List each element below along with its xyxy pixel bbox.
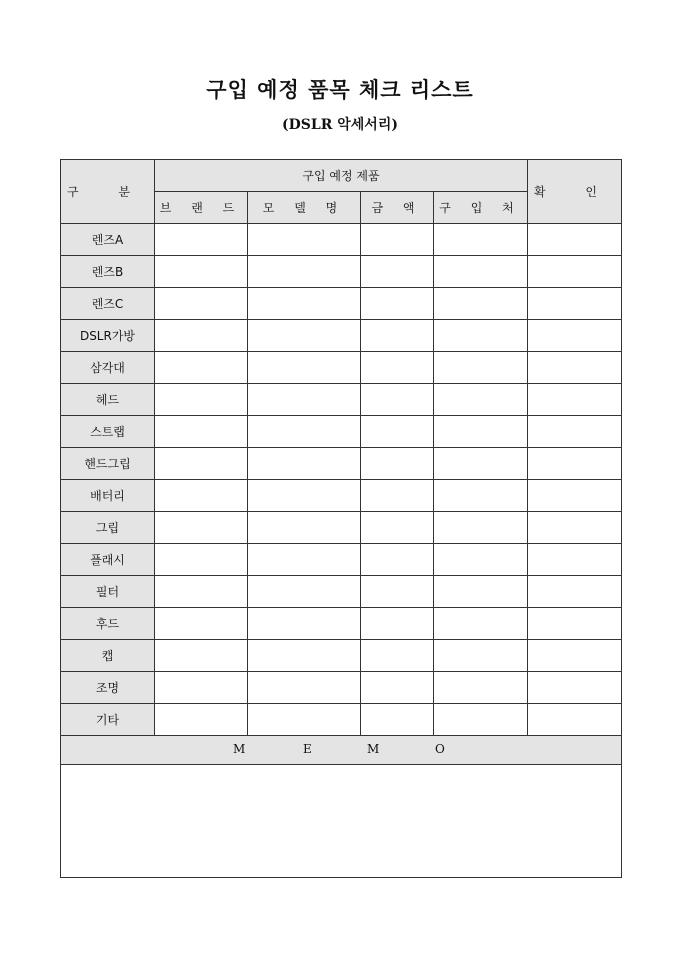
row-label: 캡 <box>61 640 155 672</box>
memo-letter: E <box>303 742 312 756</box>
cell-price[interactable] <box>361 384 434 416</box>
header-category: 구 분 <box>61 160 155 224</box>
cell-brand[interactable] <box>155 704 248 736</box>
cell-confirm[interactable] <box>528 288 622 320</box>
cell-brand[interactable] <box>155 320 248 352</box>
table-row <box>61 672 622 704</box>
cell-confirm[interactable] <box>528 320 622 352</box>
cell-vendor[interactable] <box>434 704 528 736</box>
row-label: 삼각대 <box>61 352 155 384</box>
table-row <box>61 704 622 736</box>
cell-price[interactable] <box>361 640 434 672</box>
cell-brand[interactable] <box>155 256 248 288</box>
cell-confirm[interactable] <box>528 544 622 576</box>
cell-vendor[interactable] <box>434 576 528 608</box>
cell-confirm[interactable] <box>528 512 622 544</box>
header-confirm: 확 인 <box>528 160 622 224</box>
cell-brand[interactable] <box>155 480 248 512</box>
cell-brand[interactable] <box>155 384 248 416</box>
cell-model[interactable] <box>248 224 361 256</box>
table-row <box>61 576 622 608</box>
cell-price[interactable] <box>361 256 434 288</box>
cell-vendor[interactable] <box>434 320 528 352</box>
cell-model[interactable] <box>248 448 361 480</box>
table-row <box>61 416 622 448</box>
cell-confirm[interactable] <box>528 480 622 512</box>
cell-price[interactable] <box>361 352 434 384</box>
cell-vendor[interactable] <box>434 544 528 576</box>
header-planned-group: 구입 예정 제품 <box>155 160 528 192</box>
memo-letter: O <box>435 742 445 756</box>
cell-confirm[interactable] <box>528 384 622 416</box>
cell-confirm[interactable] <box>528 704 622 736</box>
table-row <box>61 352 622 384</box>
table-row <box>61 384 622 416</box>
cell-brand[interactable] <box>155 672 248 704</box>
cell-price[interactable] <box>361 544 434 576</box>
cell-model[interactable] <box>248 576 361 608</box>
cell-confirm[interactable] <box>528 672 622 704</box>
header-model: 모 델 명 <box>248 192 361 224</box>
row-label: 배터리 <box>61 480 155 512</box>
row-label: 플래시 <box>61 544 155 576</box>
cell-vendor[interactable] <box>434 224 528 256</box>
cell-model[interactable] <box>248 608 361 640</box>
cell-model[interactable] <box>248 704 361 736</box>
cell-model[interactable] <box>248 352 361 384</box>
cell-price[interactable] <box>361 576 434 608</box>
cell-price[interactable] <box>361 512 434 544</box>
cell-confirm[interactable] <box>528 416 622 448</box>
cell-confirm[interactable] <box>528 640 622 672</box>
cell-brand[interactable] <box>155 576 248 608</box>
page-subtitle: (DSLR 악세서리) <box>282 117 398 133</box>
cell-vendor[interactable] <box>434 640 528 672</box>
cell-price[interactable] <box>361 672 434 704</box>
cell-vendor[interactable] <box>434 288 528 320</box>
cell-vendor[interactable] <box>434 352 528 384</box>
memo-area[interactable] <box>61 765 622 878</box>
row-label: 그립 <box>61 512 155 544</box>
table-row <box>61 320 622 352</box>
cell-brand[interactable] <box>155 224 248 256</box>
cell-model[interactable] <box>248 544 361 576</box>
table-row <box>61 608 622 640</box>
table-row <box>61 480 622 512</box>
memo-body-row <box>61 765 622 878</box>
cell-model[interactable] <box>248 416 361 448</box>
cell-vendor[interactable] <box>434 256 528 288</box>
cell-vendor[interactable] <box>434 608 528 640</box>
cell-price[interactable] <box>361 320 434 352</box>
cell-price[interactable] <box>361 704 434 736</box>
cell-model[interactable] <box>248 480 361 512</box>
cell-brand[interactable] <box>155 352 248 384</box>
row-label: 기타 <box>61 704 155 736</box>
row-label: 조명 <box>61 672 155 704</box>
header-brand: 브 랜 드 <box>155 192 248 224</box>
memo-header <box>61 736 622 765</box>
cell-price[interactable] <box>361 224 434 256</box>
cell-confirm[interactable] <box>528 576 622 608</box>
row-label: 핸드그립 <box>61 448 155 480</box>
cell-confirm[interactable] <box>528 224 622 256</box>
cell-vendor[interactable] <box>434 672 528 704</box>
memo-header-row <box>61 736 622 765</box>
cell-vendor[interactable] <box>434 416 528 448</box>
cell-brand[interactable] <box>155 544 248 576</box>
row-label: 필터 <box>61 576 155 608</box>
table-row <box>61 640 622 672</box>
row-label: 렌즈B <box>61 256 155 288</box>
row-label: 스트랩 <box>61 416 155 448</box>
row-label: 렌즈A <box>61 224 155 256</box>
row-label: DSLR가방 <box>61 320 155 352</box>
cell-vendor[interactable] <box>434 480 528 512</box>
header-price: 금 액 <box>361 192 434 224</box>
cell-confirm[interactable] <box>528 352 622 384</box>
row-label: 렌즈C <box>61 288 155 320</box>
cell-price[interactable] <box>361 608 434 640</box>
cell-model[interactable] <box>248 672 361 704</box>
cell-vendor[interactable] <box>434 448 528 480</box>
cell-price[interactable] <box>361 416 434 448</box>
table-row <box>61 544 622 576</box>
cell-vendor[interactable] <box>434 512 528 544</box>
cell-model[interactable] <box>248 640 361 672</box>
table-row <box>61 512 622 544</box>
cell-confirm[interactable] <box>528 448 622 480</box>
memo-letter: M <box>233 742 246 756</box>
row-label: 헤드 <box>61 384 155 416</box>
table-row <box>61 448 622 480</box>
table-row <box>61 224 622 256</box>
cell-model[interactable] <box>248 512 361 544</box>
cell-price[interactable] <box>361 448 434 480</box>
cell-model[interactable] <box>248 320 361 352</box>
cell-brand[interactable] <box>155 608 248 640</box>
cell-confirm[interactable] <box>528 608 622 640</box>
page-title: 구입 예정 품목 체크 리스트 <box>206 77 474 102</box>
cell-brand[interactable] <box>155 288 248 320</box>
header-vendor: 구 입 처 <box>434 192 528 224</box>
table-row <box>61 288 622 320</box>
cell-brand[interactable] <box>155 416 248 448</box>
cell-brand[interactable] <box>155 640 248 672</box>
row-label: 후드 <box>61 608 155 640</box>
cell-brand[interactable] <box>155 448 248 480</box>
cell-vendor[interactable] <box>434 384 528 416</box>
cell-price[interactable] <box>361 288 434 320</box>
cell-model[interactable] <box>248 384 361 416</box>
memo-letter: M <box>367 742 380 756</box>
checklist-table <box>60 159 622 878</box>
table-row <box>61 256 622 288</box>
cell-model[interactable] <box>248 288 361 320</box>
cell-brand[interactable] <box>155 512 248 544</box>
cell-price[interactable] <box>361 480 434 512</box>
cell-confirm[interactable] <box>528 256 622 288</box>
cell-model[interactable] <box>248 256 361 288</box>
